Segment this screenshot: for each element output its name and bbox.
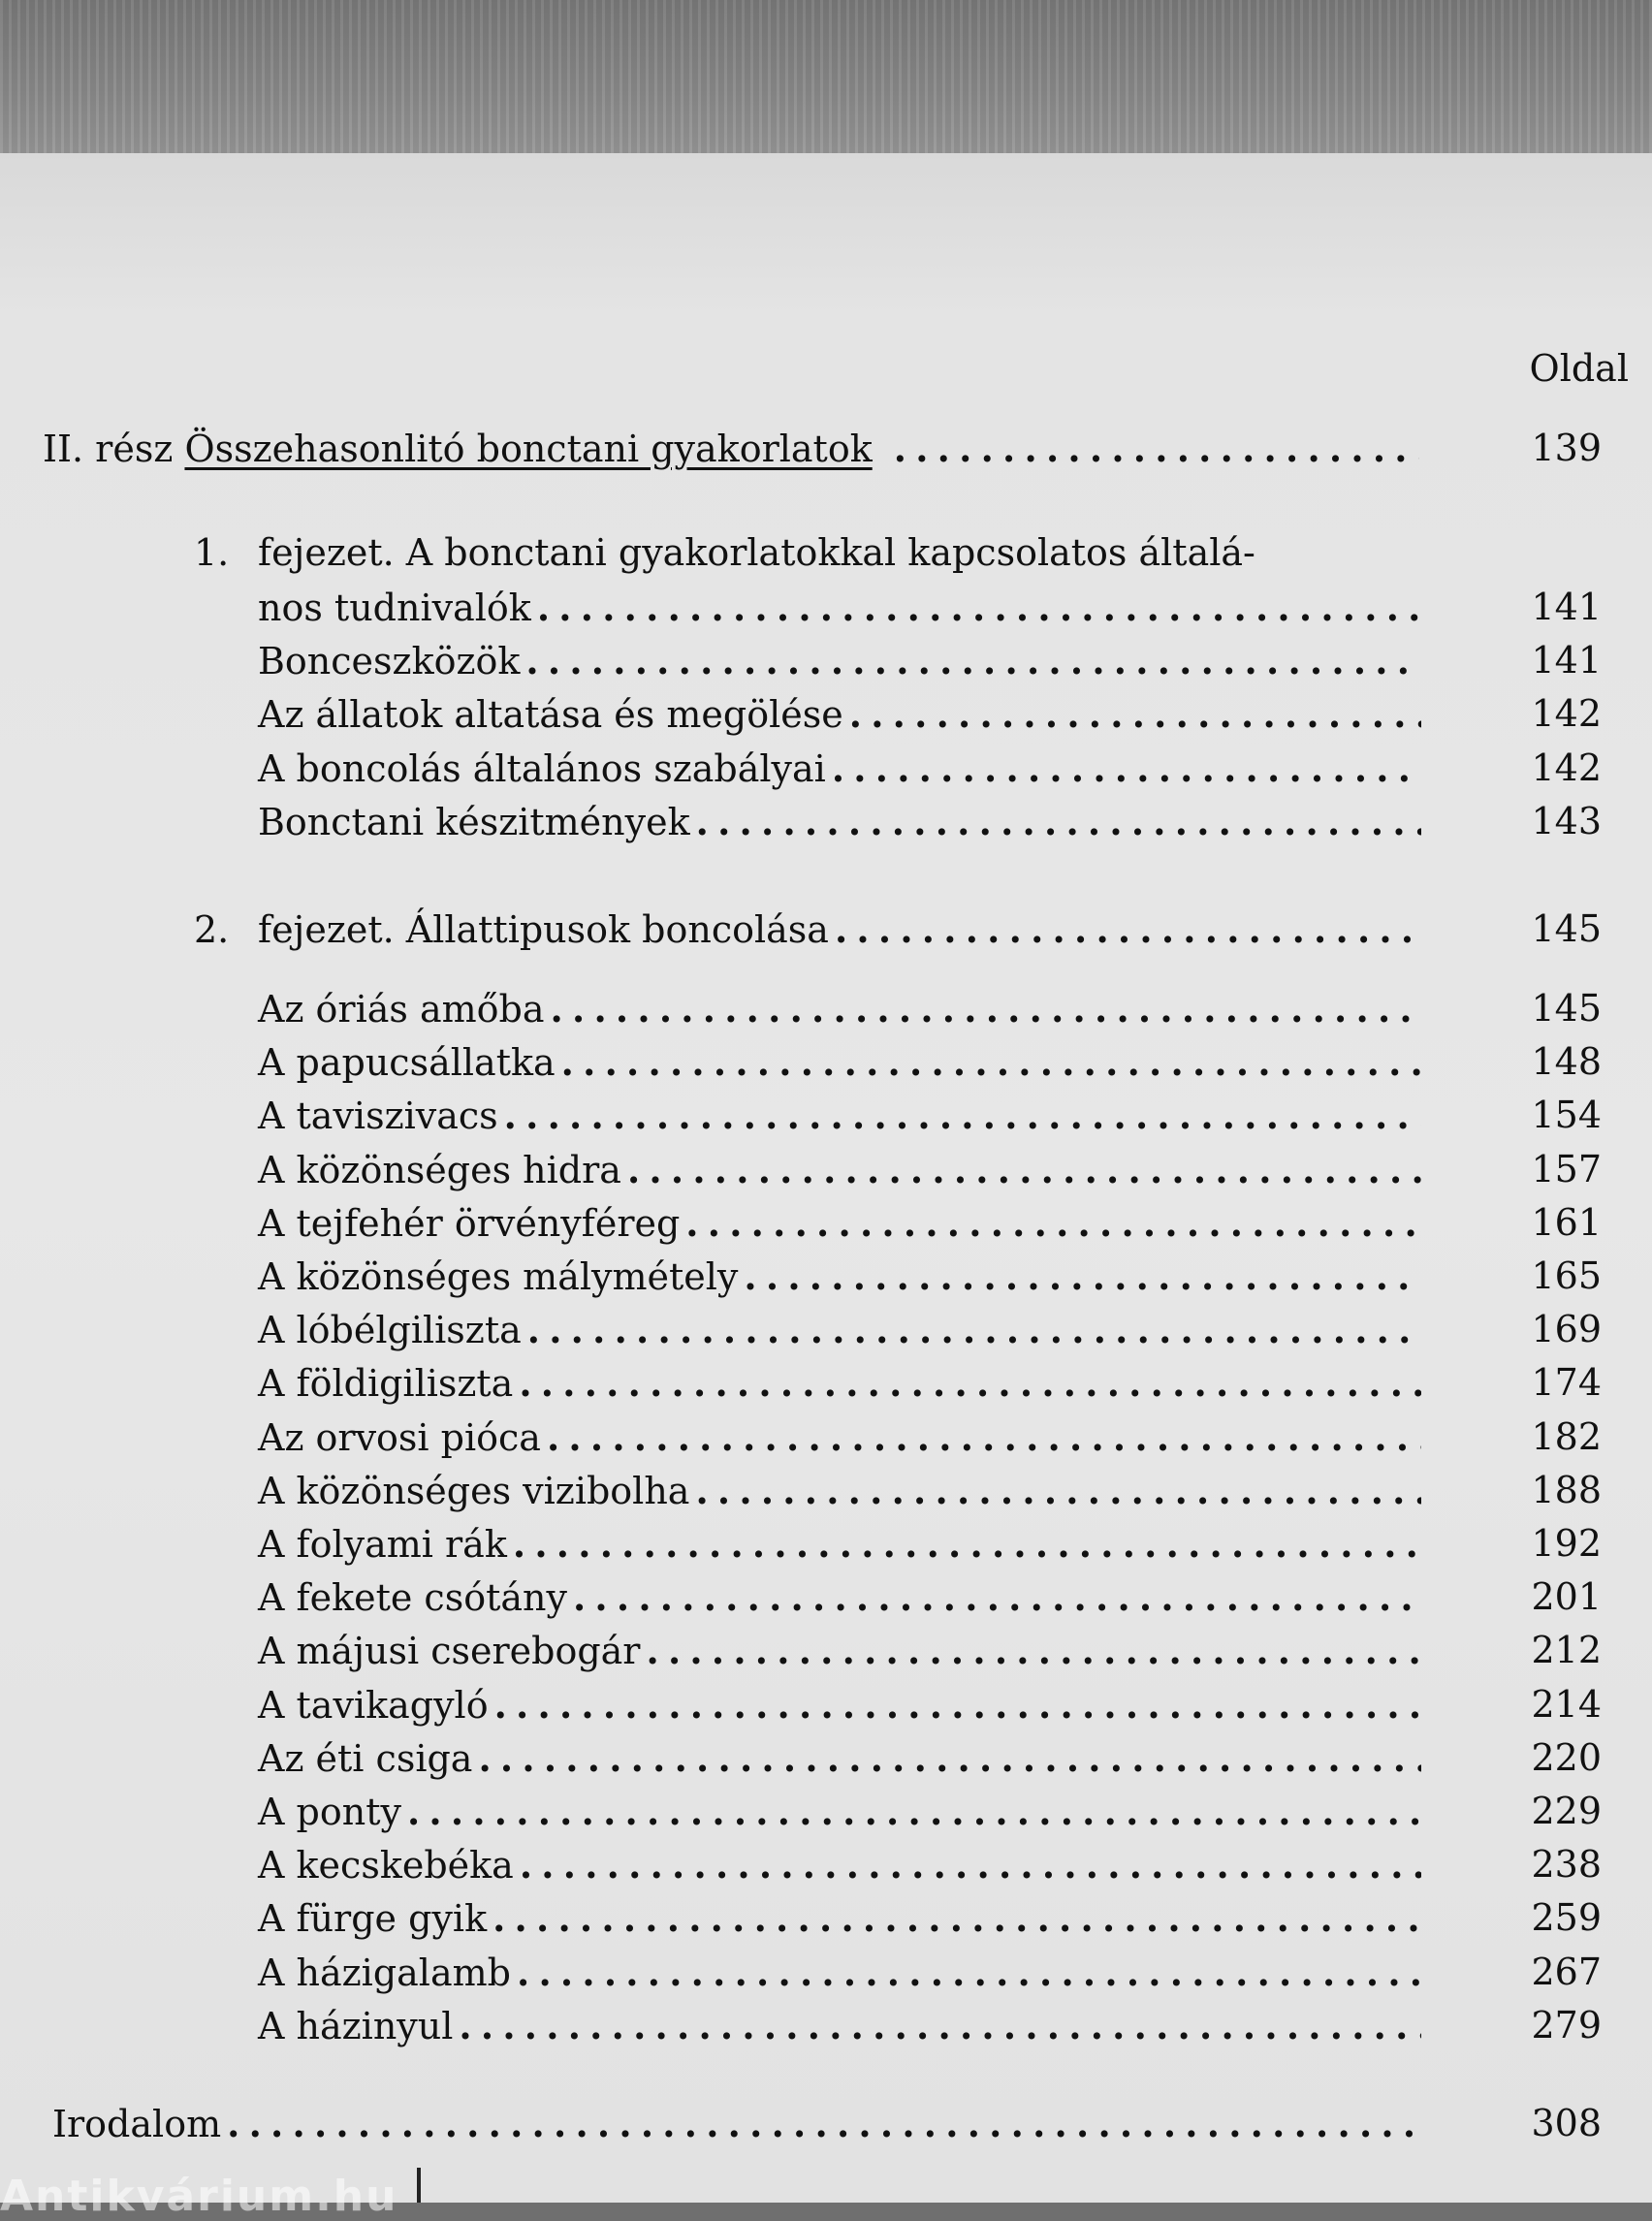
toc-entry — [258, 1736, 1602, 1785]
toc-entry — [258, 1896, 1602, 1945]
dot-leader — [835, 907, 1421, 951]
dot-leader — [551, 987, 1421, 1031]
toc-entry-page: 142 — [1531, 746, 1602, 789]
toc-entry-label: A földigiliszta — [258, 1362, 514, 1405]
toc-entry-page: 142 — [1531, 692, 1602, 735]
toc-entry-page: 145 — [1531, 987, 1602, 1030]
toc-entry-page: 174 — [1531, 1361, 1602, 1404]
dot-leader — [517, 1951, 1421, 1994]
chapter-2-heading — [194, 907, 1602, 956]
toc-entry — [258, 586, 1602, 634]
background-strip — [0, 0, 1652, 165]
toc-entry — [258, 1683, 1602, 1731]
chapter-1-number: 1. — [194, 531, 230, 574]
dot-leader — [696, 800, 1421, 843]
toc-entry-page: 148 — [1531, 1040, 1602, 1083]
dot-leader — [459, 2004, 1421, 2047]
toc-entry-label: Bonctani készitmények — [258, 801, 690, 843]
toc-entry — [258, 800, 1602, 848]
toc-entry-label: Az állatok altatása és megölése — [258, 693, 843, 736]
dot-leader — [520, 1843, 1421, 1887]
toc-entry-page: 143 — [1531, 800, 1602, 842]
toc-entry-page: 169 — [1531, 1308, 1602, 1350]
toc-entry — [258, 1415, 1602, 1464]
toc-entry — [258, 1575, 1602, 1624]
toc-entry — [258, 1469, 1602, 1517]
toc-entry — [258, 2004, 1602, 2052]
toc-entry-page: 182 — [1531, 1415, 1602, 1458]
toc-entry — [258, 1951, 1602, 1999]
toc-entry-label: A ponty — [258, 1791, 401, 1833]
toc-entry-label: A lóbélgiliszta — [258, 1309, 522, 1351]
chapter-2-title: fejezet. Állattipusok boncolása — [258, 908, 829, 951]
toc-entry-page: 279 — [1531, 2004, 1602, 2046]
toc-entry — [258, 987, 1602, 1035]
toc-entry-page: 212 — [1531, 1629, 1602, 1671]
toc-entry-label: A tejfehér örvényféreg — [258, 1202, 681, 1245]
toc-entry-label: nos tudnivalók — [258, 587, 531, 629]
part-heading — [43, 427, 1419, 470]
toc-entry-label: A taviszivacs — [258, 1095, 498, 1137]
toc-entry-label: A házinyul — [258, 2005, 454, 2047]
toc-entry-page: 267 — [1531, 1951, 1602, 1993]
toc-entry — [258, 639, 1602, 687]
toc-entry — [258, 1040, 1602, 1089]
toc-entry — [258, 1522, 1602, 1571]
toc-entry — [258, 1094, 1602, 1142]
dot-leader — [873, 427, 1419, 470]
part-page-number: 139 — [1531, 427, 1602, 469]
dot-leader — [504, 1094, 1421, 1137]
toc-entry-bibliography — [52, 2102, 1602, 2150]
toc-entry-label: A fekete csótány — [258, 1576, 567, 1619]
chapter-2-label — [194, 908, 835, 951]
dot-leader — [695, 1469, 1421, 1512]
dot-leader — [646, 1629, 1421, 1672]
toc-entry-label: A kecskebéka — [258, 1844, 514, 1887]
toc-entry-label: Az óriás amőba — [258, 988, 545, 1031]
toc-entry-label: A közönséges hidra — [258, 1149, 621, 1191]
toc-entry-page: 229 — [1531, 1790, 1602, 1832]
chapter-2-number: 2. — [194, 908, 230, 951]
dot-leader — [527, 1308, 1421, 1351]
toc-entry — [258, 1254, 1602, 1303]
dot-leader — [685, 1201, 1421, 1245]
chapter-1-heading — [194, 531, 1255, 574]
dot-leader — [478, 1736, 1421, 1780]
toc-entry — [258, 746, 1602, 795]
dot-leader — [494, 1683, 1421, 1727]
part-label: II. rész — [43, 428, 174, 470]
page-column-header: Oldal — [1529, 347, 1629, 390]
dot-leader — [627, 1148, 1421, 1191]
dot-leader — [832, 746, 1421, 790]
dot-leader — [519, 1361, 1421, 1405]
toc-entry-page: 141 — [1531, 639, 1602, 682]
toc-entry-page: 238 — [1531, 1843, 1602, 1886]
dot-leader — [744, 1254, 1421, 1298]
toc-entry-page: 201 — [1531, 1575, 1602, 1618]
dot-leader — [573, 1575, 1421, 1619]
dot-leader — [227, 2102, 1421, 2145]
dot-leader — [525, 639, 1421, 682]
toc-entry-label: Az éti csiga — [258, 1737, 473, 1780]
toc-entry — [258, 1629, 1602, 1677]
dot-leader — [492, 1896, 1421, 1940]
chapter-1-title: fejezet. A bonctani gyakorlatokkal kapcsolatos általá- — [258, 531, 1255, 574]
toc-entry-label: A házigalamb — [258, 1951, 511, 1994]
edge-mark — [417, 2168, 421, 2203]
toc-entry-label: A májusi cserebogár — [258, 1630, 641, 1672]
toc-entry-page: 214 — [1531, 1683, 1602, 1726]
toc-entry-page: 188 — [1531, 1469, 1602, 1511]
toc-entry-label: A folyami rák — [258, 1523, 507, 1566]
toc-entry — [258, 1843, 1602, 1891]
toc-entry — [258, 1361, 1602, 1410]
toc-entry-page: 154 — [1531, 1094, 1602, 1136]
toc-entry-page: 220 — [1531, 1736, 1602, 1779]
part-title: Összehasonlitó bonctani gyakorlatok — [184, 428, 873, 470]
bibliography-page: 308 — [1531, 2102, 1602, 2144]
dot-leader — [547, 1415, 1421, 1459]
toc-entry-label: Az orvosi pióca — [258, 1416, 541, 1459]
chapter-2-page: 145 — [1531, 907, 1602, 950]
toc-entry — [258, 1148, 1602, 1196]
dot-leader — [849, 692, 1421, 736]
toc-entry-label: A papucsállatka — [258, 1041, 556, 1084]
toc-entry-label: A boncolás általános szabályai — [258, 747, 826, 790]
dot-leader — [561, 1040, 1421, 1084]
toc-entry-label: A közönséges vizibolha — [258, 1470, 690, 1512]
toc-entry-label: A tavikagyló — [258, 1684, 489, 1727]
toc-entry-label: Bonceszközök — [258, 640, 521, 682]
toc-entry — [258, 1308, 1602, 1356]
toc-entry-label: A fürge gyik — [258, 1897, 488, 1940]
dot-leader — [513, 1522, 1421, 1566]
toc-entry-page: 157 — [1531, 1148, 1602, 1190]
dot-leader — [407, 1790, 1421, 1833]
toc-entry-label: A közönséges málymétely — [258, 1255, 739, 1298]
toc-entry-page: 161 — [1531, 1201, 1602, 1244]
watermark: Antikvárium.hu — [0, 2172, 398, 2221]
toc-entry — [258, 692, 1602, 741]
toc-entry-page: 165 — [1531, 1254, 1602, 1297]
dot-leader — [537, 586, 1421, 629]
toc-entry-page: 259 — [1531, 1896, 1602, 1939]
toc-entry — [258, 1201, 1602, 1250]
toc-entry-page: 141 — [1531, 586, 1602, 628]
bibliography-label: Irodalom — [52, 2103, 222, 2145]
toc-entry — [258, 1790, 1602, 1838]
toc-entry-page: 192 — [1531, 1522, 1602, 1565]
